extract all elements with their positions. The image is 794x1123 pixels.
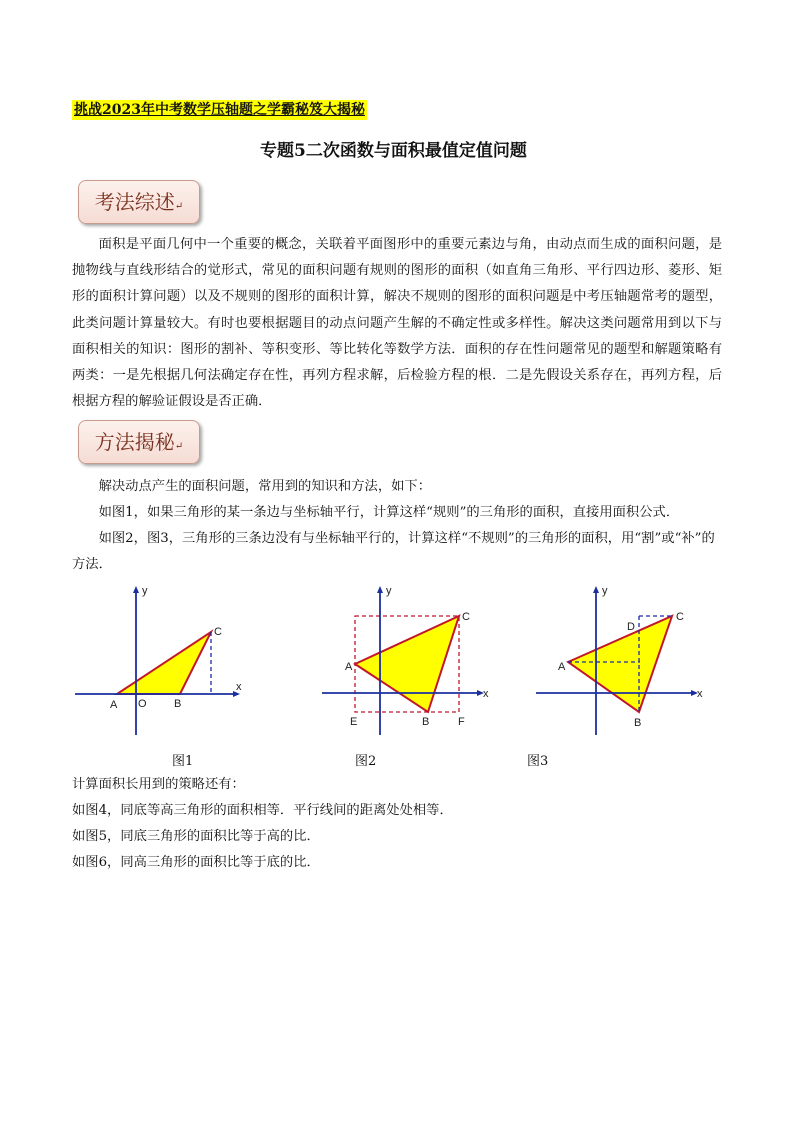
section-heading-overview	[78, 180, 200, 224]
figure-3-caption: 图3	[527, 754, 549, 769]
section-heading-label: 考法综述	[94, 190, 175, 214]
fig1-label-C: C	[214, 626, 222, 638]
figure-3	[532, 580, 712, 745]
fig2-label-B: B	[422, 716, 430, 728]
fig3-label-A: A	[558, 661, 566, 673]
series-title: 挑战2023年中考数学压轴题之学霸秘笈大揭秘	[74, 102, 365, 118]
fig3-triangle	[568, 616, 672, 712]
strategies-intro: 计算面积长用到的策略还有：	[72, 777, 245, 792]
strategy-fig4: 如图4，同底等高三角形的面积相等．平行线间的距离处处相等．	[72, 803, 453, 818]
fig3-label-B: B	[634, 717, 642, 729]
return-mark: ↵	[174, 201, 184, 212]
fig3-label-x: x	[697, 688, 703, 700]
fig3-label-C: C	[676, 611, 684, 623]
figure-1-caption: 图1	[172, 754, 194, 769]
strategy-fig5: 如图5，同底三角形的面积比等于高的比．	[72, 829, 320, 844]
figure-2	[318, 580, 498, 745]
fig1-label-B: B	[174, 698, 182, 710]
section-heading-label: 方法揭秘	[94, 430, 175, 454]
arrow-icon	[377, 586, 383, 593]
methods-line-3: 如图2，图3，三角形的三条边没有与坐标轴平行的，计算这样“不规则”的三角形的面积，用“割”或“补”的方法．	[72, 531, 715, 572]
fig3-label-D: D	[627, 621, 635, 633]
methods-line-2: 如图1，如果三角形的某一条边与坐标轴平行，计算这样“规则”的三角形的面积，直接用面积公式．	[98, 505, 680, 520]
figure-2-caption: 图2	[355, 754, 377, 769]
fig2-label-E: E	[350, 716, 358, 728]
fig1-label-x: x	[236, 681, 242, 693]
return-mark: ↵	[174, 441, 184, 452]
fig2-label-A: A	[345, 661, 353, 673]
arrow-icon	[133, 586, 139, 593]
fig3-label-y: y	[602, 585, 608, 597]
fig1-triangle	[117, 632, 211, 694]
overview-paragraph: 面积是平面几何中一个重要的概念，关联着平面图形中的重要元素边与角，由动点而生成的面积问题，是抛物线与直线形结合的觉形式，常见的面积问题有规则的图形的面积（如直角三角形、平行四边形、菱形、矩形的面积计算问题）以及不规则的图形的面积计算，解决不规则的图形的面积问题是中考压轴题常考的题型，此类问题计算量较大。有时也要根据题目的动点问题产生解的不确定性或多样性。解决这类问题常用到以下与面积相关的知识：图形的割补、等积变形、等比转化等数学方法．面积的存在性问题常见的题型和解题策略有两类：一是先根据几何法确定存在性，再列方程求解，后检验方程的根．二是先假设关系存在，再列方程，后根据方程的解验证假设是否正确．	[72, 237, 722, 410]
figure-1	[70, 580, 250, 745]
fig1-label-A: A	[110, 699, 118, 711]
fig2-label-F: F	[458, 716, 465, 728]
fig1-label-O: O	[138, 698, 147, 710]
methods-line-1: 解决动点产生的面积问题，常用到的知识和方法，如下：	[98, 479, 432, 494]
fig2-label-C: C	[462, 611, 470, 623]
fig2-label-y: y	[386, 585, 392, 597]
section-heading-methods	[78, 420, 200, 464]
fig1-label-y: y	[142, 585, 148, 597]
arrow-icon	[593, 586, 599, 593]
page-title: 专题5二次函数与面积最值定值问题	[260, 141, 527, 161]
strategy-fig6: 如图6，同高三角形的面积比等于底的比．	[72, 855, 320, 870]
fig2-label-x: x	[483, 688, 489, 700]
fig2-triangle	[355, 616, 459, 712]
